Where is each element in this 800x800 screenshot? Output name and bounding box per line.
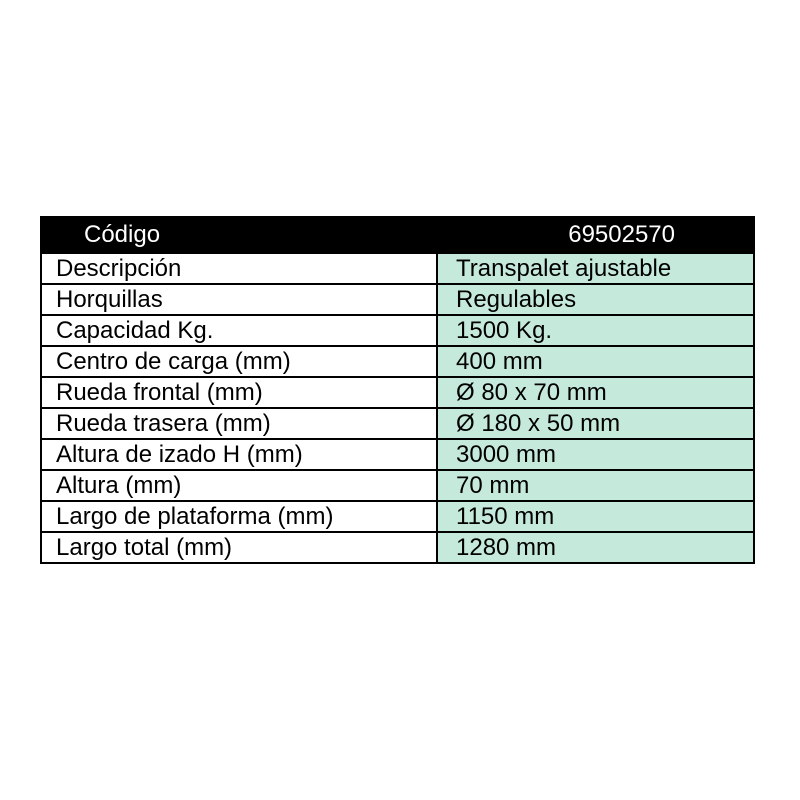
row-label: Largo de plataforma (mm) [41, 501, 437, 532]
table-row [41, 439, 754, 470]
table-row [41, 408, 754, 439]
row-value: Transpalet ajustable [437, 253, 754, 284]
code-label: Código [41, 217, 437, 253]
code-value: 69502570 [437, 217, 754, 253]
table-row [41, 470, 754, 501]
table-row [41, 346, 754, 377]
row-label: Rueda trasera (mm) [41, 408, 437, 439]
row-label: Capacidad Kg. [41, 315, 437, 346]
table-row [41, 253, 754, 284]
table-row [41, 315, 754, 346]
row-label: Descripción [41, 253, 437, 284]
row-value: 3000 mm [437, 439, 754, 470]
row-label: Altura de izado H (mm) [41, 439, 437, 470]
row-value: 1280 mm [437, 532, 754, 563]
row-value: 1500 Kg. [437, 315, 754, 346]
row-label: Centro de carga (mm) [41, 346, 437, 377]
row-value: Ø 80 x 70 mm [437, 377, 754, 408]
row-label: Largo total (mm) [41, 532, 437, 563]
row-label: Rueda frontal (mm) [41, 377, 437, 408]
table-row [41, 532, 754, 563]
row-value: 1150 mm [437, 501, 754, 532]
table-row [41, 501, 754, 532]
table-row [41, 284, 754, 315]
row-value: 400 mm [437, 346, 754, 377]
row-label: Horquillas [41, 284, 437, 315]
row-label: Altura (mm) [41, 470, 437, 501]
table-row [41, 377, 754, 408]
row-value: 70 mm [437, 470, 754, 501]
spec-table [40, 216, 755, 564]
row-value: Ø 180 x 50 mm [437, 408, 754, 439]
table-header-row [41, 217, 754, 253]
row-value: Regulables [437, 284, 754, 315]
